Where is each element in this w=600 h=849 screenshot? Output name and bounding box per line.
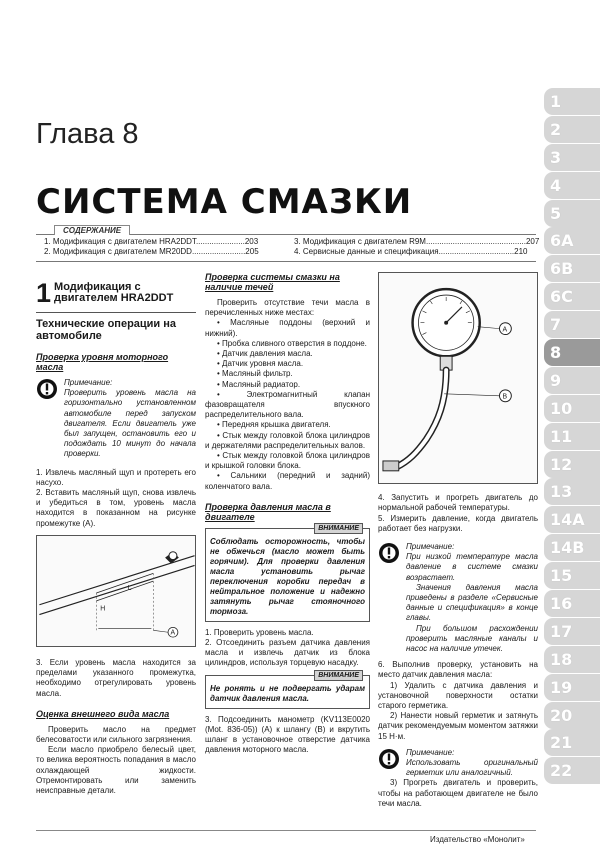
chapter-tabs (544, 88, 600, 785)
paragraph-1: Проверить масло на предмет белесоватости или сильного загрязнения. (36, 724, 196, 745)
dipstick-figure (36, 535, 196, 647)
chapter-tab-active[interactable]: 8 (544, 339, 600, 366)
toc-item-2[interactable]: 2. Модификация с двигателем MR20DD........................205 (44, 247, 259, 256)
fig-label-a: A (170, 629, 176, 637)
chapter-tab[interactable]: 14A (544, 506, 600, 533)
note-label: Примечание: (406, 747, 455, 757)
chapter-tab[interactable]: 12 (544, 451, 600, 478)
chapter-tab[interactable]: 19 (544, 674, 600, 701)
fig-label-h: H (100, 605, 106, 613)
chapter-tab[interactable]: 17 (544, 618, 600, 645)
warning-text: Соблюдать осторожность, чтобы не обжечься (масло может быть горячим). Для проверки давления масла установить рычаг переключения коробки передач в нейтральное положение и надежно затянуть рычаг стояночного тормоза. (210, 536, 365, 616)
chapter-tab[interactable]: 6B (544, 255, 600, 282)
leak-bullet: • Сальники (передний и задний) коленчатого вала. (205, 471, 370, 491)
heading-leak-check: Проверка системы смазки на наличие течей (205, 272, 340, 292)
substep-3: 3) Прогреть двигатель и проверить, чтобы на работающем двигателе не было течи масла. (378, 778, 538, 808)
note-text: Проверить уровень масла на горизонтально установленном автомобиле перед запуском двигателя. Если двигатель уже был запущен, остановить его и подождать 10 минут до начала проверки. (64, 388, 196, 459)
pressure-step-3: 3. Подсоединить манометр (KV113E0020 (Mot. 836-05)) (A) к шлангу (B) и вкрутить шланг в установочное отверстие датчика давления моторного масла. (205, 714, 370, 755)
note-text-2: Значения давления масла приведены в разделе «Сервисные данные и спецификация» в конце главы. (406, 582, 538, 623)
leak-intro: Проверить отсутствие течи масла в перечисленных ниже местах: (205, 298, 370, 318)
step-2: 2. Вставить масляный щуп, снова извлечь и убедиться в том, уровень масла находится в показанном на рисунке промежутке (A). (36, 488, 196, 528)
chapter-label: Глава 8 (36, 118, 139, 150)
leak-bullet: • Пробка сливного отверстия в поддоне. (217, 338, 367, 348)
chapter-tab[interactable]: 7 (544, 311, 600, 338)
chapter-tab[interactable]: 13 (544, 478, 600, 505)
pressure-gauge-figure (378, 272, 538, 484)
leak-bullet: • Датчик уровня масла. (217, 359, 304, 369)
chapter-tab[interactable]: 14B (544, 534, 600, 561)
chapter-tab[interactable]: 4 (544, 172, 600, 199)
leak-bullet: • Стык между головкой блока цилиндров и крышкой головки блока. (205, 451, 370, 471)
pressure-step-1: 1. Проверить уровень масла. (205, 627, 314, 637)
note-warning-icon (36, 378, 58, 400)
heading-oil-level: Проверка уровня моторного масла (36, 352, 169, 372)
column-2 (205, 272, 370, 755)
note-block (36, 378, 196, 460)
toc-item-3[interactable]: 3. Модификация с двигателем R9M.............................................207 (294, 237, 540, 246)
leak-bullet: • Масляные поддоны (верхний и нижний). (205, 318, 370, 338)
chapter-tab[interactable]: 20 (544, 702, 600, 729)
subsection-title: Технические операции на автомобиле (36, 318, 177, 342)
leak-bullet: • Масляный радиатор. (217, 379, 301, 389)
chapter-tab[interactable]: 10 (544, 395, 600, 422)
warning-box-2 (205, 671, 370, 709)
section-number: 1 (36, 280, 52, 306)
publisher-footer: Издательство «Монолит» (430, 835, 525, 844)
pressure-step-2: 2. Отсоединить разъем датчика давления масла и извлечь датчик из блока цилиндров, используя торцевую насадку. (205, 638, 370, 668)
section-title: Модификация с двигателем HRA2DDT (54, 281, 174, 304)
leak-bullet: • Передняя крышка двигателя. (217, 420, 331, 430)
column-3 (378, 272, 538, 809)
step-4: 4. Запустить и прогреть двигатель до нормальной рабочей температуры. (378, 493, 538, 513)
heading-oil-appearance: Оценка внешнего вида масла (36, 708, 170, 719)
divider (36, 312, 196, 313)
footer-divider (36, 830, 536, 831)
toc-item-1[interactable]: 1. Модификация с двигателем HRA2DDT......................203 (44, 237, 259, 246)
page-title: СИСТЕМА СМАЗКИ (36, 182, 413, 222)
step-6: 6. Выполнив проверку, установить на место датчик давления масла: (378, 660, 538, 680)
warning-label-2: ВНИМАНИЕ (314, 670, 363, 681)
chapter-tab[interactable]: 1 (544, 88, 600, 115)
chapter-tab[interactable]: 22 (544, 757, 600, 784)
fig3-label-a: A (502, 326, 508, 334)
warning-text-2: Не ронять и не подвергать ударам датчик давления масла. (210, 683, 365, 703)
leak-bullet: • Стык между головкой блока цилиндров и держателями распределительных валов. (205, 430, 370, 450)
chapter-tab[interactable]: 18 (544, 646, 600, 673)
note-warning-icon (378, 542, 400, 564)
note-text: При низкой температуре масла давление в системе смазки возрастает. (406, 552, 538, 582)
note-block-3 (378, 748, 538, 779)
leak-bullet: • Датчик давления масла. (217, 349, 313, 359)
step-3: 3. Если уровень масла находится за пределами указанного промежутка, необходимо отрегулировать уровень масла. (36, 658, 196, 698)
note-text: Использовать оригинальный герметик или аналогичный. (406, 758, 538, 778)
chapter-tab[interactable]: 15 (544, 562, 600, 589)
leak-bullet: • Электромагнитный клапан фазовращателя впускного распределительного вала. (205, 389, 370, 420)
toc-heading: СОДЕРЖАНИЕ (54, 225, 130, 235)
step-5: 5. Измерить давление, когда двигатель работает без нагрузки. (378, 513, 538, 533)
note-block-2 (378, 542, 538, 654)
fig-label-l: L (127, 584, 132, 592)
chapter-tab[interactable]: 11 (544, 423, 600, 450)
warning-box (205, 524, 370, 622)
note-warning-icon (378, 748, 400, 770)
paragraph-2: Если масло приобрело белесый цвет, то велика вероятность попадания в масло охлаждающей жидкости. Отремонтировать или заменить неисправные детали. (36, 745, 196, 796)
heading-oil-pressure: Проверка давления масла в двигателе (205, 501, 331, 522)
warning-label: ВНИМАНИЕ (314, 523, 363, 534)
chapter-tab[interactable]: 16 (544, 590, 600, 617)
chapter-tab[interactable]: 9 (544, 367, 600, 394)
leak-bullet: • Масляный фильтр. (217, 369, 293, 379)
chapter-tab[interactable]: 21 (544, 729, 600, 756)
note-label: Примечание: (406, 542, 455, 552)
table-of-contents (36, 225, 540, 263)
substep-2: 2) Нанести новый герметик и затянуть датчик рекомендуемым моментом затяжки 15 Н·м. (378, 711, 538, 741)
step-1: 1. Извлечь масляный щуп и протереть его насухо. (36, 467, 196, 487)
chapter-tab[interactable]: 3 (544, 144, 600, 171)
note-text-3: При большом расхождении проверить масляные каналы и насос на наличие утечек. (406, 623, 538, 654)
note-label: Примечание: (64, 378, 113, 387)
chapter-tab[interactable]: 6A (544, 227, 600, 254)
chapter-tab[interactable]: 6C (544, 283, 600, 310)
chapter-tab[interactable]: 2 (544, 116, 600, 143)
chapter-tab[interactable]: 5 (544, 200, 600, 227)
fig3-label-b: B (502, 393, 508, 401)
substep-1: 1) Удалить с датчика давления и установочной поверхности остатки старого герметика. (378, 680, 538, 711)
toc-item-4[interactable]: 4. Сервисные данные и спецификация..................................210 (294, 247, 528, 256)
column-1 (36, 280, 196, 796)
